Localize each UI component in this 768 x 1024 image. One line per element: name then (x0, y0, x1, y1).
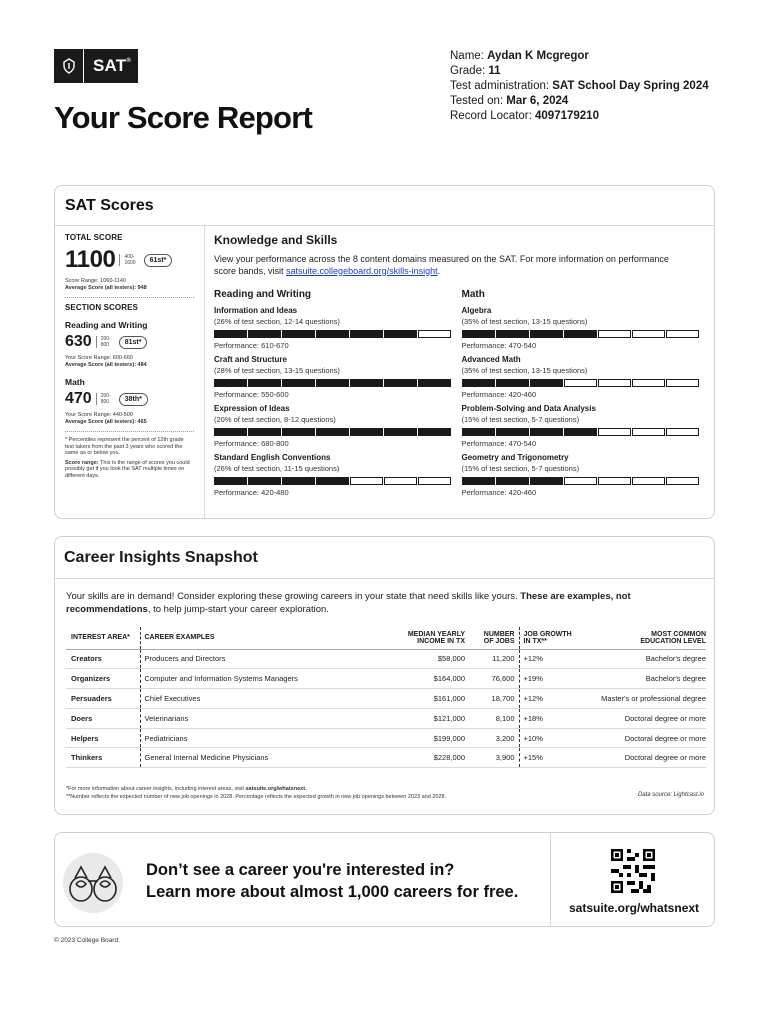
performance-segment (496, 428, 529, 436)
page-title: Your Score Report (54, 100, 312, 135)
total-percentile-badge: 61st* (144, 254, 173, 267)
performance-segment (418, 330, 451, 338)
score-range-note: Score range: This is the range of scores you could possibly get if you took the SAT multiple times on different days. (65, 459, 190, 479)
domain-weight: (26% of test section, 11-15 questions) (214, 464, 340, 473)
job-growth: +12% (519, 689, 579, 709)
student-info-line: Test administration: SAT School Day Spring 2024 (450, 80, 709, 92)
number-of-jobs: 3,200 (465, 728, 519, 748)
domain-weight: (26% of test section, 12-14 questions) (214, 317, 340, 326)
student-info-line: Tested on: Mar 6, 2024 (450, 95, 569, 107)
domain-name: Standard English Conventions (214, 453, 331, 462)
domain-performance: Performance: 420-460 (461, 390, 537, 399)
performance-segment (530, 379, 563, 387)
domain-performance: Performance: 610-670 (214, 341, 289, 350)
table-row (66, 689, 706, 709)
performance-segment (530, 330, 563, 338)
job-growth: +18% (519, 708, 579, 728)
performance-segment (350, 330, 383, 338)
promo-message: Don’t see a career you're interested in? Learn more about almost 1,000 careers for free. (146, 861, 519, 901)
logo-text: SAT® (93, 56, 131, 75)
data-source: Data source: Lightcast.io (637, 792, 704, 798)
job-growth: +12% (519, 649, 579, 669)
knowledge-skills (214, 226, 709, 502)
domain-name: Geometry and Trigonometry (461, 453, 569, 462)
performance-segment (632, 428, 665, 436)
domain-weight: (28% of test section, 13-15 questions) (214, 366, 340, 375)
performance-segment (350, 477, 383, 485)
skills-insight-link[interactable]: satsuite.collegeboard.org/skills-insight (286, 265, 438, 276)
performance-segment (214, 428, 247, 436)
career-example: General Internal Medicine Physicians (140, 748, 370, 768)
domain-name: Algebra (461, 306, 492, 315)
domain-weight: (15% of test section, 5-7 questions) (461, 415, 580, 424)
binoculars-icon (61, 851, 125, 915)
performance-segment (316, 330, 349, 338)
section-score-row (65, 333, 194, 351)
performance-segment (248, 330, 281, 338)
domain-column-title: Math (461, 289, 485, 300)
interest-area: Helpers (66, 728, 140, 748)
col-median-income: MEDIAN YEARLY INCOME IN TX (370, 627, 465, 649)
education-level: Doctoral degree or more (579, 748, 706, 768)
total-average: Average Score (all testers): 948 (65, 285, 147, 291)
divider (550, 833, 551, 926)
performance-segment (564, 477, 597, 485)
student-info-line: Name: Aydan K Mcgregor (450, 50, 589, 62)
interest-area: Doers (66, 708, 140, 728)
section-percentile-badge: 81st* (119, 336, 148, 349)
career-example: Chief Executives (140, 689, 370, 709)
section-score-range: Your Score Range: 440-500 (65, 412, 133, 418)
copyright: © 2023 College Board. (54, 937, 120, 944)
section-name: Math (65, 377, 85, 387)
interest-area: Organizers (66, 669, 140, 689)
content-domain (462, 453, 710, 502)
performance-segment (598, 428, 631, 436)
performance-bar (462, 330, 699, 338)
performance-segment (666, 379, 699, 387)
number-of-jobs: 76,600 (465, 669, 519, 689)
performance-segment (564, 379, 597, 387)
performance-segment (384, 330, 417, 338)
score-summary (55, 226, 205, 518)
qr-code-icon[interactable] (611, 849, 655, 893)
student-info (450, 49, 709, 124)
performance-segment (530, 477, 563, 485)
performance-bar (214, 428, 451, 436)
col-education-level: MOST COMMON EDUCATION LEVEL (579, 627, 706, 649)
sat-logo (54, 49, 138, 83)
performance-segment (598, 330, 631, 338)
performance-bar (214, 379, 451, 387)
performance-segment (350, 379, 383, 387)
job-growth: +19% (519, 669, 579, 689)
career-example: Producers and Directors (140, 649, 370, 669)
career-insights-heading: Career Insights Snapshot (55, 537, 714, 579)
domain-weight: (35% of test section, 13-15 questions) (461, 366, 588, 375)
col-interest-area: INTEREST AREA* (66, 627, 140, 649)
domain-performance: Performance: 420-480 (214, 488, 289, 497)
career-intro: Your skills are in demand! Consider exploring these growing careers in your state that need skills like yours. These are examples, not recommendations, to help jump-start your career exploration. (66, 591, 631, 615)
domain-weight: (15% of test section, 5-7 questions) (461, 464, 580, 473)
col-career-examples: CAREER EXAMPLES (140, 627, 370, 649)
performance-segment (666, 330, 699, 338)
median-income: $121,000 (370, 708, 465, 728)
career-insights-card (54, 536, 715, 815)
table-row (66, 728, 706, 748)
table-row (66, 649, 706, 669)
domain-name: Expression of Ideas (214, 404, 290, 413)
domain-performance: Performance: 680-800 (214, 439, 289, 448)
performance-segment (316, 379, 349, 387)
sat-scores-heading: SAT Scores (55, 186, 714, 226)
performance-segment (462, 379, 495, 387)
performance-segment (282, 379, 315, 387)
number-of-jobs: 18,700 (465, 689, 519, 709)
career-table (66, 627, 706, 768)
section-score-value: 470 (65, 390, 92, 407)
domain-column (462, 289, 710, 502)
performance-segment (282, 428, 315, 436)
performance-segment (316, 477, 349, 485)
education-level: Master's or professional degree (579, 689, 706, 709)
number-of-jobs: 8,100 (465, 708, 519, 728)
education-level: Bachelor's degree (579, 649, 706, 669)
career-example: Computer and Information Systems Managers (140, 669, 370, 689)
section-score-value: 630 (65, 333, 92, 350)
student-info-line: Grade: 11 (450, 65, 501, 77)
section-scale: 200- 800 (96, 336, 111, 348)
performance-segment (214, 477, 247, 485)
number-of-jobs: 3,900 (465, 748, 519, 768)
table-row (66, 708, 706, 728)
section-score-range: Your Score Range: 600-660 (65, 355, 133, 361)
performance-segment (462, 477, 495, 485)
section-score (65, 320, 194, 369)
section-score-row (65, 390, 194, 408)
performance-bar (214, 330, 451, 338)
knowledge-skills-description: View your performance across the 8 content domains measured on the SAT. For more information on performance score bands, visit satsuite.collegeboard.org/skills-insight. (214, 254, 669, 276)
total-score-row (65, 246, 194, 274)
performance-segment (214, 379, 247, 387)
performance-segment (248, 379, 281, 387)
col-number-of-jobs: NUMBER OF JOBS (465, 627, 519, 649)
col-job-growth: JOB GROWTH IN TX** (519, 627, 579, 649)
section-scale: 200- 800 (96, 393, 111, 405)
performance-segment (350, 428, 383, 436)
performance-segment (564, 330, 597, 338)
performance-segment (248, 477, 281, 485)
median-income: $164,000 (370, 669, 465, 689)
domain-name: Craft and Structure (214, 355, 287, 364)
performance-segment (282, 330, 315, 338)
performance-segment (598, 477, 631, 485)
performance-segment (496, 477, 529, 485)
content-domain (462, 306, 710, 355)
education-level: Doctoral degree or more (579, 728, 706, 748)
domain-weight: (35% of test section, 13-15 questions) (461, 317, 588, 326)
performance-segment (632, 379, 665, 387)
performance-segment (418, 477, 451, 485)
content-domain (214, 306, 462, 355)
domain-name: Information and Ideas (214, 306, 298, 315)
content-domain (214, 404, 462, 453)
job-growth: +10% (519, 728, 579, 748)
percentile-note: * Percentiles represent the percent of 12th grade test takers from the past 3 years who scored the same as or below you. (65, 437, 184, 456)
performance-segment (530, 428, 563, 436)
total-score: 1100 (65, 246, 116, 273)
acorn-seal-icon (54, 49, 84, 83)
content-domain (462, 404, 710, 453)
education-level: Doctoral degree or more (579, 708, 706, 728)
performance-segment (564, 428, 597, 436)
performance-segment (316, 428, 349, 436)
job-growth: +15% (519, 748, 579, 768)
content-domain (214, 355, 462, 404)
domain-name: Problem-Solving and Data Analysis (461, 404, 596, 413)
performance-segment (214, 330, 247, 338)
median-income: $58,000 (370, 649, 465, 669)
median-income: $161,000 (370, 689, 465, 709)
domain-column-title: Reading and Writing (214, 289, 312, 300)
student-info-line: Record Locator: 4097179210 (450, 110, 599, 122)
whatsnext-link[interactable]: satsuite.org/whatsnext (569, 901, 700, 915)
career-table-header (66, 627, 706, 649)
total-score-range: Score Range: 1060-1140 (65, 278, 127, 284)
domain-performance: Performance: 420-460 (461, 488, 537, 497)
interest-area: Persuaders (66, 689, 140, 709)
domain-performance: Performance: 470-540 (461, 439, 537, 448)
knowledge-skills-title: Knowledge and Skills (214, 233, 338, 247)
career-promo-card (54, 832, 715, 927)
performance-segment (632, 477, 665, 485)
performance-segment (384, 428, 417, 436)
career-footnotes: *For more information about career insights, including interest areas, visit satsuite.org/whatsnext. **Number reflects the expected number of new job openings in 2028. Percentage reflects the expected growth in new job openings between 2023 and 2028. (66, 786, 447, 800)
table-row (66, 669, 706, 689)
career-example: Veterinarians (140, 708, 370, 728)
career-example: Pediatricians (140, 728, 370, 748)
domain-performance: Performance: 550-600 (214, 390, 289, 399)
section-percentile-badge: 38th* (119, 393, 148, 406)
section-name: Reading and Writing (65, 320, 148, 330)
interest-area: Creators (66, 649, 140, 669)
performance-bar (462, 379, 699, 387)
performance-segment (248, 428, 281, 436)
performance-segment (598, 379, 631, 387)
performance-segment (462, 428, 495, 436)
sat-scores-card (54, 185, 715, 519)
median-income: $228,000 (370, 748, 465, 768)
content-domain (462, 355, 710, 404)
performance-segment (632, 330, 665, 338)
domain-columns (214, 289, 709, 502)
total-score-label: TOTAL SCORE (65, 233, 123, 242)
domain-name: Advanced Math (461, 355, 521, 364)
performance-segment (418, 379, 451, 387)
performance-segment (462, 330, 495, 338)
performance-segment (496, 330, 529, 338)
domain-performance: Performance: 470-540 (461, 341, 537, 350)
interest-area: Thinkers (66, 748, 140, 768)
performance-bar (462, 477, 699, 485)
performance-bar (214, 477, 451, 485)
performance-segment (496, 379, 529, 387)
content-domain (214, 453, 462, 502)
performance-segment (384, 379, 417, 387)
divider (65, 297, 194, 298)
section-score (65, 377, 194, 426)
performance-bar (462, 428, 699, 436)
total-scale: 400- 1600 (119, 254, 135, 266)
performance-segment (282, 477, 315, 485)
median-income: $199,000 (370, 728, 465, 748)
divider (65, 431, 194, 432)
section-scores-label: SECTION SCORES (65, 303, 138, 312)
performance-segment (666, 477, 699, 485)
number-of-jobs: 11,200 (465, 649, 519, 669)
performance-segment (666, 428, 699, 436)
performance-segment (384, 477, 417, 485)
education-level: Bachelor's degree (579, 669, 706, 689)
performance-segment (418, 428, 451, 436)
section-average: Average Score (all testers): 484 (65, 362, 147, 368)
domain-column (214, 289, 462, 502)
section-average: Average Score (all testers): 465 (65, 419, 147, 425)
domain-weight: (20% of test section, 8-12 questions) (214, 415, 336, 424)
table-row (66, 748, 706, 768)
